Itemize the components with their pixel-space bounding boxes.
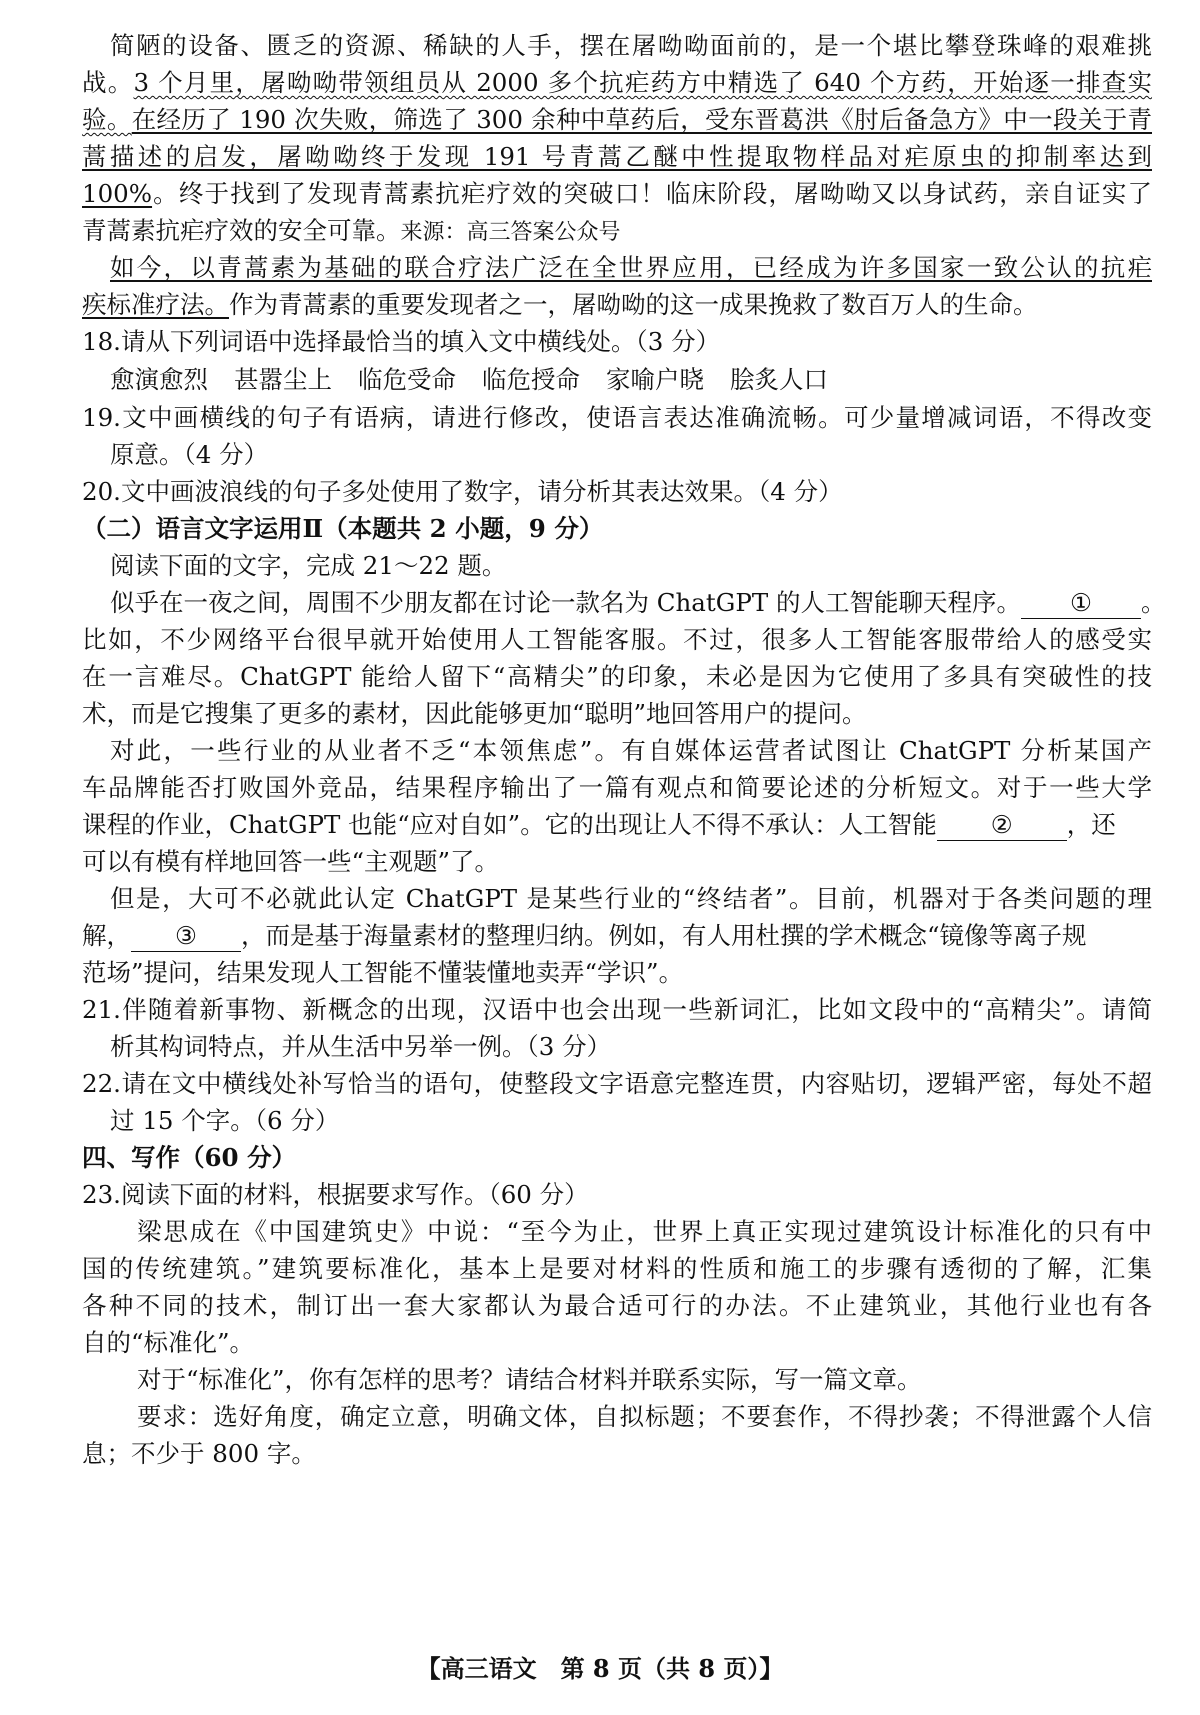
article-line: 可以有模有样地回答一些“主观题”了。 (82, 847, 500, 876)
option-word: 临危受命 (358, 365, 456, 394)
requirements-line: 息；不少于 800 字。 (82, 1439, 316, 1468)
passage-line (82, 102, 1152, 138)
article-line: 比如，不少网络平台很早就开始使用人工智能客服。不过，很多人工智能客服带给人的感受实 (82, 625, 1152, 654)
material-line: 梁思成在《中国建筑史》中说：“至今为止，世界上真正实现过建筑设计标准化的只有中 (137, 1217, 1152, 1246)
section-heading: （二）语言文字运用Ⅱ（本题共 2 小题，9 分） (82, 514, 604, 543)
question-19: 19.文中画横线的句子有语病，请进行修改，使语言表达准确流畅。可少量增减词语，不得改变 (82, 403, 1152, 432)
passage-line (82, 139, 1152, 175)
option-word: 脍炙人口 (730, 365, 828, 394)
blank-3: ③ (131, 921, 241, 952)
article-line: 在一言难尽。ChatGPT 能给人留下“高精尖”的印象，未必是因为它使用了多具有突破性的技 (82, 662, 1152, 691)
reading-instruction: 阅读下面的文字，完成 21～22 题。 (110, 551, 507, 580)
article-line: 术，而是它搜集了更多的素材，因此能够更加“聪明”地回答用户的提问。 (82, 699, 867, 728)
section-heading: 四、写作（60 分） (82, 1143, 297, 1172)
option-word: 甚嚣尘上 (234, 365, 332, 394)
article-line: 对此，一些行业的从业者不乏“本领焦虑”。有自媒体运营者试图让 ChatGPT 分析某国产 (110, 736, 1152, 765)
underlined-sentence: 蒿描述的启发，屠呦呦终于发现 191 号青蒿乙醚中性提取物样品对疟原虫的抑制率达到 (82, 142, 1152, 171)
blank-2: ② (937, 810, 1067, 841)
article-line: 课程的作业，ChatGPT 也能“应对自如”。它的出现让人不得不承认：人工智能 ② ，还 (82, 810, 1116, 839)
q18-options (110, 362, 1152, 398)
passage-line: 战。3 个月里，屠呦呦带领组员从 2000 多个抗疟药方中精选了 640 个方药，开始逐一排查实 (82, 68, 1153, 97)
underlined-sentence: 100% (82, 179, 153, 208)
requirements-line: 要求：选好角度，确定立意，明确文体，自拟标题；不要套作，不得抄袭；不得泄露个人信 (137, 1402, 1152, 1431)
article-line: 似乎在一夜之间，周围不少朋友都在讨论一款名为 ChatGPT 的人工智能聊天程序。 ① 。 (110, 588, 1166, 617)
page-footer: 【高三语文 第 8 页（共 8 页）】 (416, 1654, 784, 1683)
option-word: 家喻户晓 (606, 365, 704, 394)
material-line: 对于“标准化”，你有怎样的思考？请结合材料并联系实际，写一篇文章。 (137, 1365, 922, 1394)
question-22-cont: 过 15 个字。（6 分） (110, 1106, 340, 1135)
wavy-underlined-sentence: 3 个月里，屠呦呦带领组员从 2000 多个抗疟药方中精选了 640 个方药，开始逐一排查实 (133, 68, 1153, 97)
blank-1: ① (1021, 588, 1141, 619)
passage-line: 100%。终于找到了发现青蒿素抗疟疗效的突破口！临床阶段，屠呦呦又以身试药，亲自证实了 (82, 179, 1152, 208)
passage-line: 青蒿素抗疟疗效的安全可靠。来源：高三答案公众号 (82, 216, 621, 245)
passage-line: 疾标准疗法。作为青蒿素的重要发现者之一，屠呦呦的这一成果挽救了数百万人的生命。 (82, 290, 1038, 319)
article-line: 车品牌能否打败国外竞品，结果程序输出了一篇有观点和简要论述的分析短文。对于一些大学 (82, 773, 1152, 802)
article-line: 解， ③ ，而是基于海量素材的整理归纳。例如，有人用杜撰的学术概念“镜像等离子规 (82, 921, 1087, 950)
question-21: 21.伴随着新事物、新概念的出现，汉语中也会出现一些新词汇，比如文段中的“高精尖”。请简 (82, 995, 1152, 1024)
underlined-sentence: 如今，以青蒿素为基础的联合疗法广泛在全世界应用，已经成为许多国家一致公认的抗疟 (110, 253, 1152, 282)
question-20: 20.文中画波浪线的句子多处使用了数字，请分析其表达效果。（4 分） (82, 477, 843, 506)
underlined-sentence: 在经历了 190 次失败，筛选了 300 余种中草药后，受东晋葛洪《肘后备急方》中一段关于青 (131, 105, 1152, 134)
question-22: 22.请在文中横线处补写恰当的语句，使整段文字语意完整连贯，内容贴切，逻辑严密，每处不超 (82, 1069, 1152, 1098)
passage-line (110, 250, 1152, 286)
source-note: 来源：高三答案公众号 (400, 220, 621, 245)
option-word: 愈演愈烈 (110, 365, 208, 394)
underlined-sentence: 疾标准疗法。 (82, 290, 229, 319)
passage-line: 简陋的设备、匮乏的资源、稀缺的人手，摆在屠呦呦面前的，是一个堪比攀登珠峰的艰难挑 (110, 31, 1152, 60)
question-19-cont: 原意。（4 分） (110, 440, 269, 469)
material-line: 自的“标准化”。 (82, 1328, 255, 1357)
question-18: 18.请从下列词语中选择最恰当的填入文中横线处。（3 分） (82, 327, 721, 356)
article-line: 但是，大可不必就此认定 ChatGPT 是某些行业的“终结者”。目前，机器对于各类问题的理 (110, 884, 1152, 913)
wavy-underlined-sentence: 验。 (82, 105, 132, 134)
article-line: 范场”提问，结果发现人工智能不懂装懂地卖弄“学识”。 (82, 958, 684, 987)
material-line: 各种不同的技术，制订出一套大家都认为最合适可行的办法。不止建筑业，其他行业也有各 (82, 1291, 1152, 1320)
option-word: 临危授命 (482, 365, 580, 394)
question-21-cont: 析其构词特点，并从生活中另举一例。（3 分） (110, 1032, 612, 1061)
material-line: 国的传统建筑。”建筑要标准化，基本上是要对材料的性质和施工的步骤有透彻的了解，汇集 (82, 1254, 1152, 1283)
question-23: 23.阅读下面的材料，根据要求写作。（60 分） (82, 1180, 589, 1209)
